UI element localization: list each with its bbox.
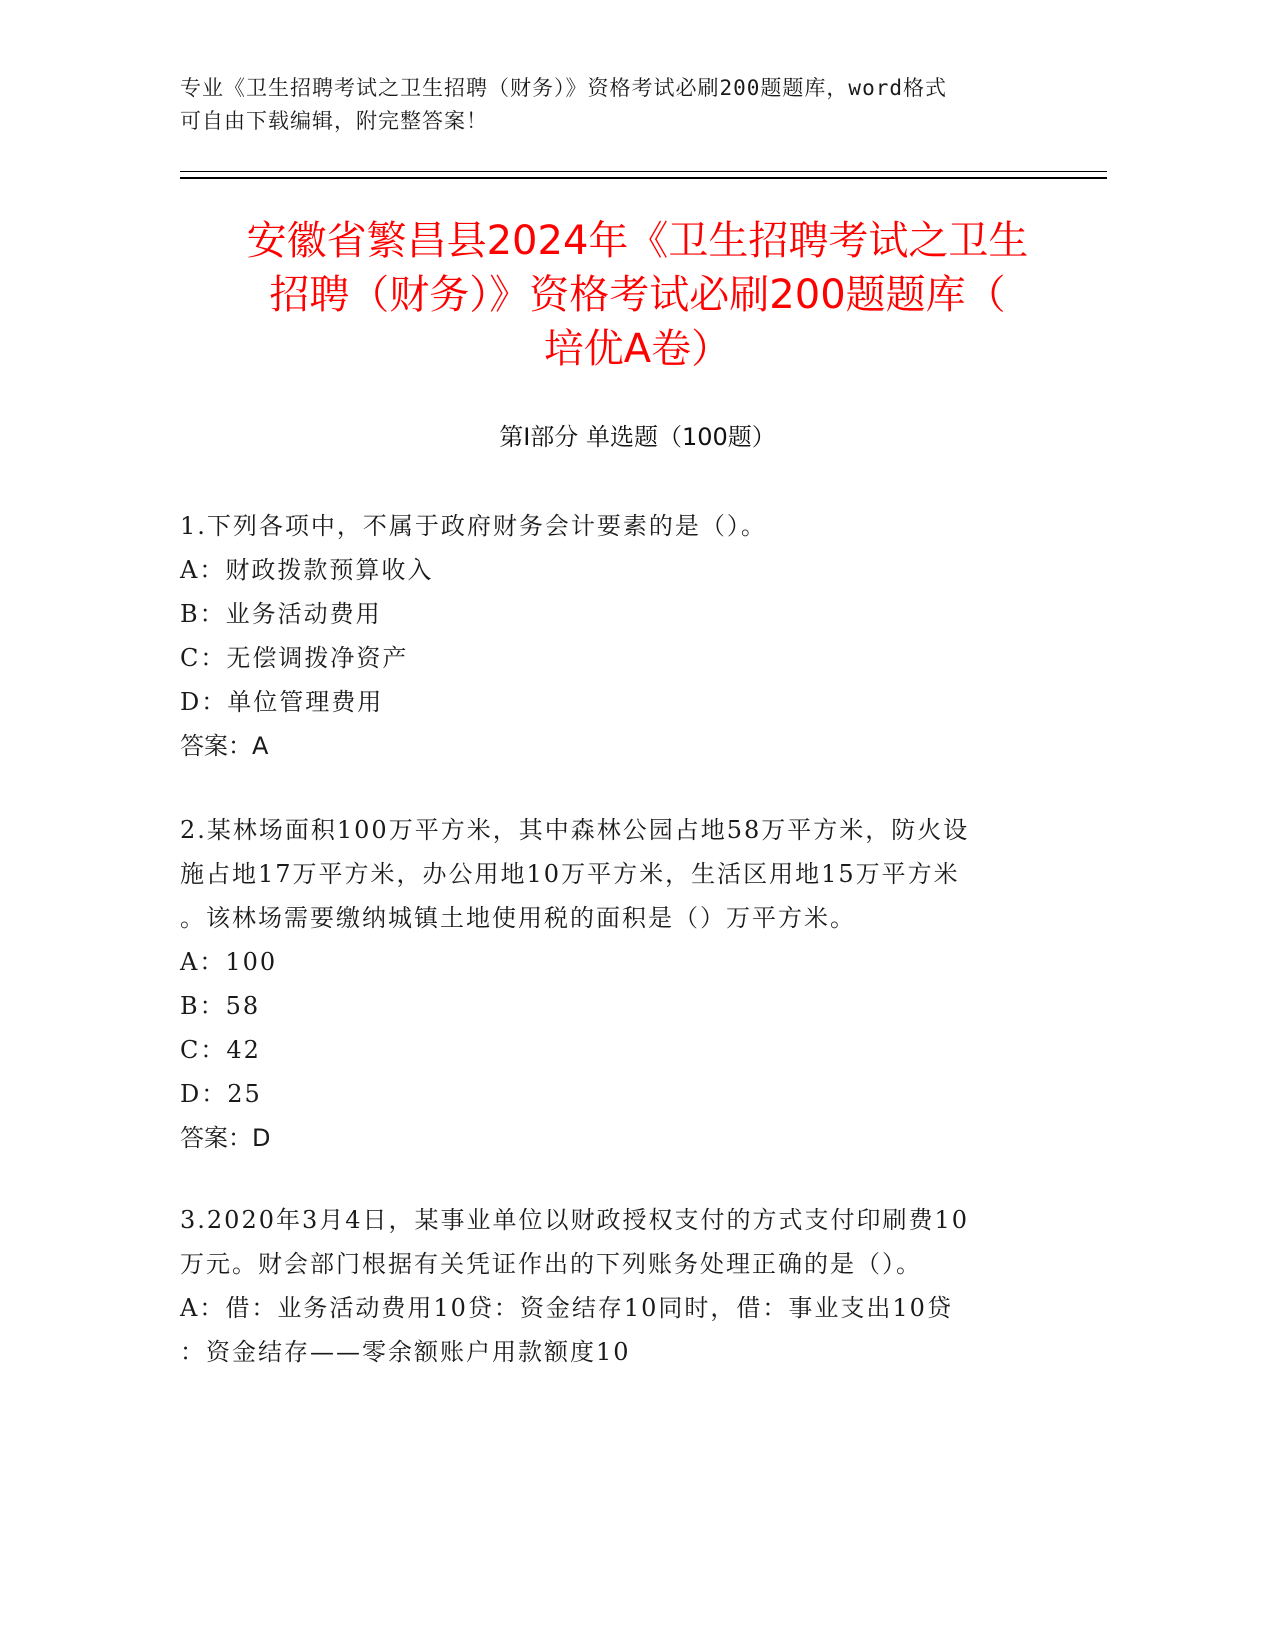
question-stem: 。该林场需要缴纳城镇土地使用税的面积是（）万平方米。 xyxy=(180,904,856,932)
option-b: B：业务活动费用 xyxy=(180,600,382,628)
document-title xyxy=(150,214,1125,376)
document-title-line: 招聘（财务）》资格考试必刷200题题库（ xyxy=(269,272,1006,318)
header-note-line: 专业《卫生招聘考试之卫生招聘（财务）》资格考试必刷200题题库，word格式 xyxy=(180,76,947,100)
option-d: D：25 xyxy=(180,1080,262,1108)
option-c: C：无偿调拨净资产 xyxy=(180,644,409,672)
question-stem: 2.某林场面积100万平方米，其中森林公园占地58万平方米，防火设 xyxy=(180,816,970,844)
header-note-line: 可自由下载编辑，附完整答案！ xyxy=(180,109,488,133)
question-stem: 3.2020年3月4日，某事业单位以财政授权支付的方式支付印刷费10 xyxy=(180,1206,970,1234)
option-c: C：42 xyxy=(180,1036,261,1064)
option-b: B：58 xyxy=(180,992,261,1020)
document-title-line: 安徽省繁昌县2024年《卫生招聘考试之卫生 xyxy=(246,218,1029,264)
question-stem: 万元。财会部门根据有关凭证作出的下列账务处理正确的是（）。 xyxy=(180,1250,922,1278)
option-a: A：财政拨款预算收入 xyxy=(180,556,434,584)
answer: 答案：D xyxy=(180,1124,271,1152)
document-title-line: 培优A卷） xyxy=(543,326,732,372)
section-heading: 第Ⅰ部分 单选题（100题） xyxy=(499,423,776,451)
question-stem: 1.下列各项中，不属于政府财务会计要素的是（）。 xyxy=(180,512,767,540)
question-stem: 施占地17万平方米，办公用地10万平方米，生活区用地15万平方米 xyxy=(180,860,960,888)
header-divider-thick xyxy=(180,177,1107,179)
answer: 答案：A xyxy=(180,732,269,760)
header-note xyxy=(180,72,1040,138)
question-3 xyxy=(180,1198,1060,1374)
option-d: D：单位管理费用 xyxy=(180,688,384,716)
header-divider xyxy=(180,171,1107,172)
question-1 xyxy=(180,504,1060,768)
option-a: A：借：业务活动费用10贷：资金结存10同时，借：事业支出10贷 xyxy=(180,1294,953,1322)
question-2 xyxy=(180,808,1060,1160)
option-a-continued: ：资金结存——零余额账户用款额度10 xyxy=(180,1338,631,1366)
option-a: A：100 xyxy=(180,948,278,976)
